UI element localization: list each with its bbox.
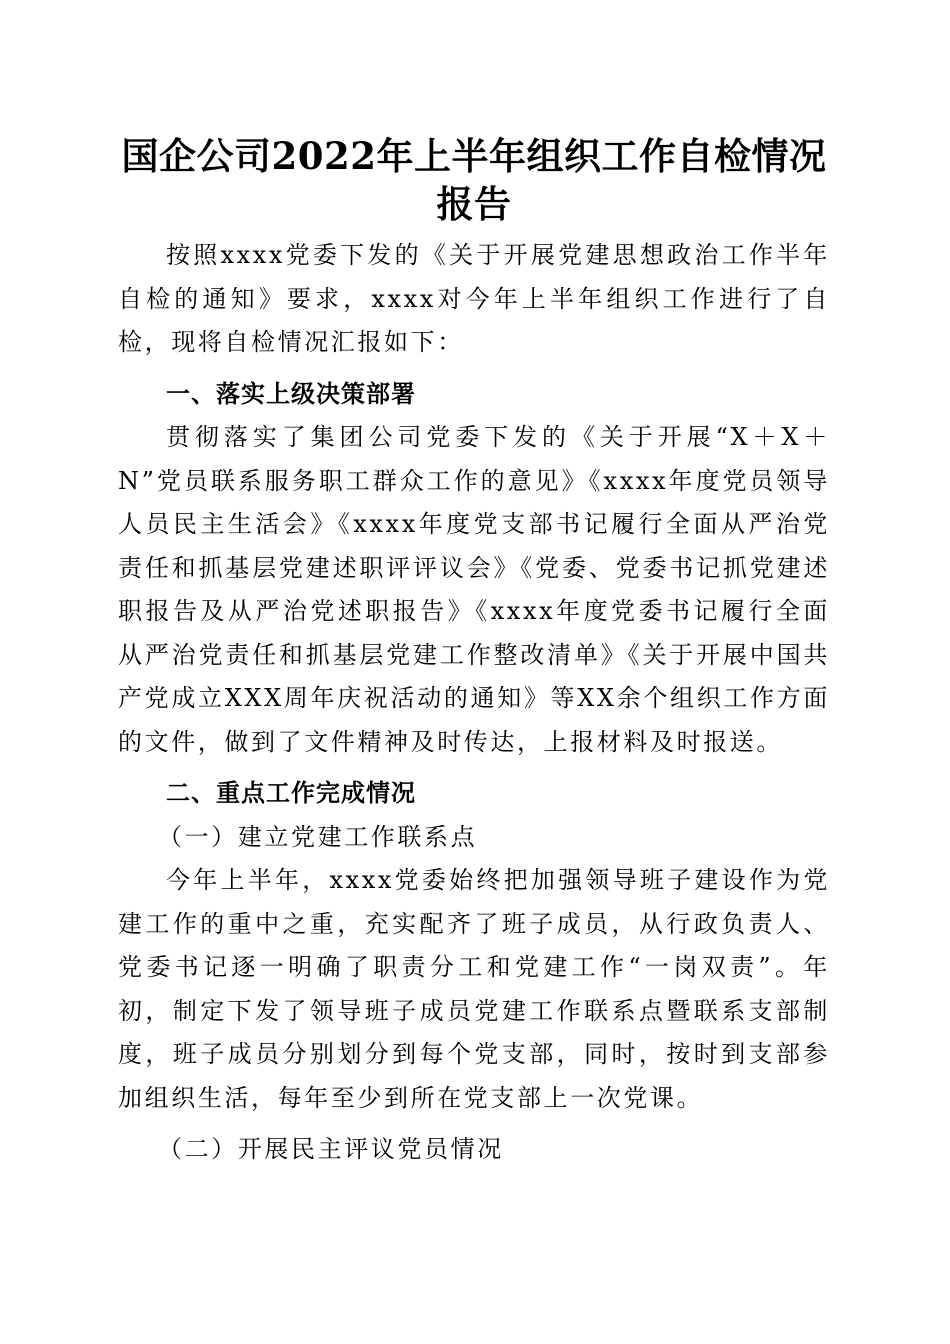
document-page <box>118 132 830 1172</box>
section-heading-1: 一、落实上级决策部署 <box>166 379 416 408</box>
intro-paragraph: 按照xxxx党委下发的《关于开展党建思想政治工作半年自检的通知》要求，xxxx对今年上半年组织工作进行了自检，现将自检情况汇报如下： <box>118 241 830 356</box>
section-heading-2: 二、重点工作完成情况 <box>166 779 416 807</box>
subsection-heading-1: （一）建立党建工作联系点 <box>158 822 478 851</box>
section-1-paragraph: 贯彻落实了集团公司党委下发的《关于开展“X＋X＋N”党员联系服务职工群众工作的意见》《xxxx年度党员领导人员民主生活会》《xxxx年度党支部书记履行全面从严治党责任和抓基层党建述职评评议会》《党委、党委书记抓党建述职报告及从严治党述职报告》《xxxx年度党委书记履行全面从严治党责任和抓基层党建工作整改清单》《关于开展中国共产党成立XXX周年庆祝活动的通知》等XX余个组织工作方面的文件，做到了文件精神及时传达，上报材料及时报送。 <box>118 423 830 756</box>
subsection-1-paragraph: 今年上半年，xxxx党委始终把加强领导班子建设作为党建工作的重中之重，充实配齐了班子成员，从行政负责人、党委书记逐一明确了职责分工和党建工作“一岗双责”。年初，制定下发了领导班子成员党建工作联系点暨联系支部制度，班子成员分别划分到每个党支部，同时，按时到支部参加组织生活，每年至少到所在党支部上一次党课。 <box>118 866 830 1112</box>
document-title: 国企公司2022年上半年组织工作自检情况报告 <box>121 134 827 226</box>
subsection-heading-2: （二）开展民主评议党员情况 <box>158 1135 504 1163</box>
